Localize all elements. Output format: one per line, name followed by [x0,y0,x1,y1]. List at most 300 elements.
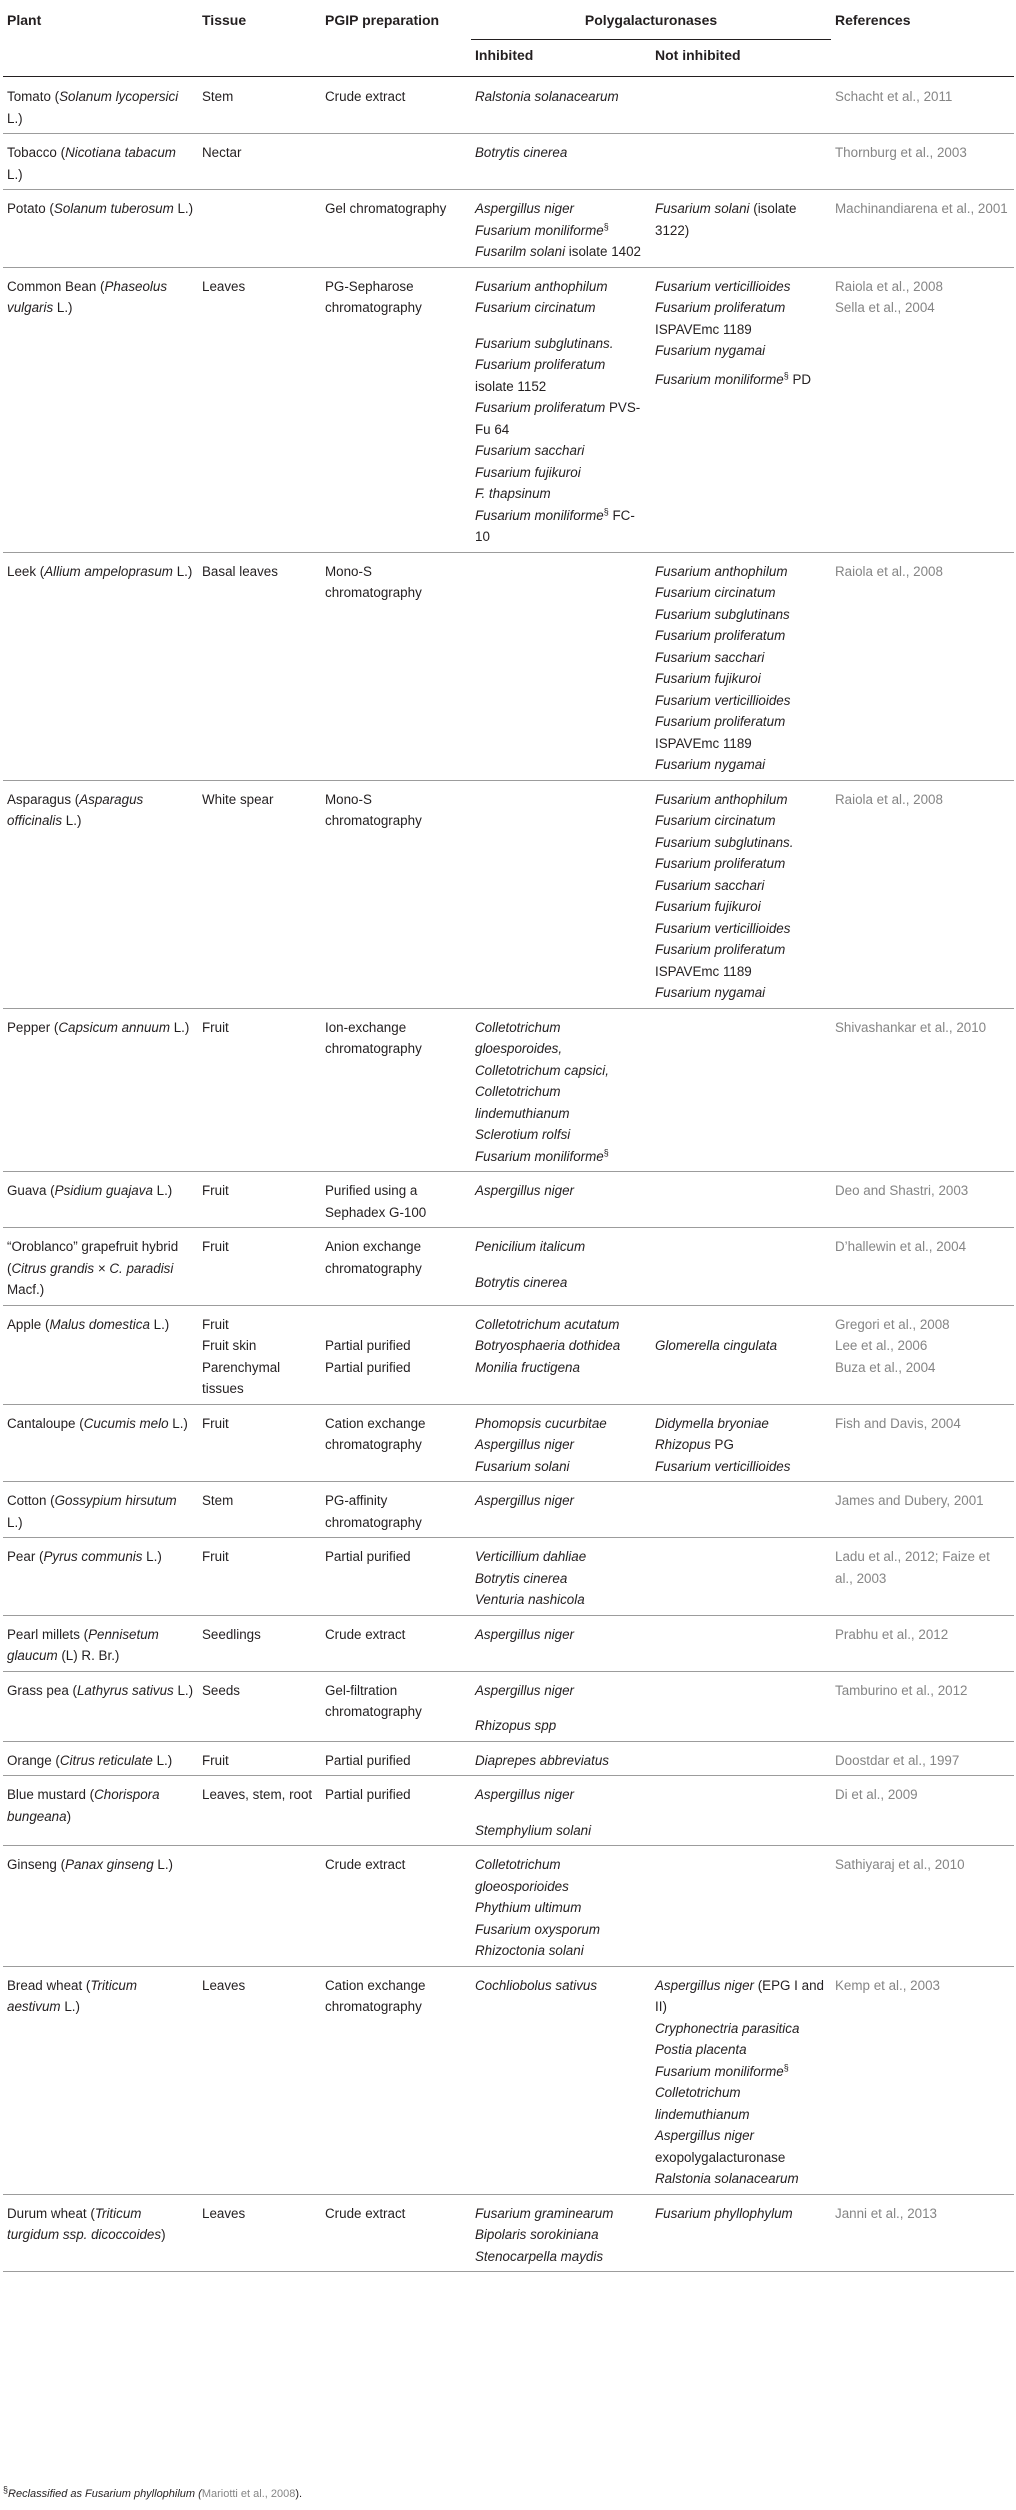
not-inhibited-cell [651,1482,831,1538]
plant-name-tail: ) [161,2227,166,2242]
header-polygalacturonases: Polygalacturonases [471,6,831,39]
not-inhibited-cell [651,1671,831,1741]
organism-entry [475,333,647,355]
preparation-item: Partial purified [325,1752,411,1768]
plant-name-tail: L.) [149,1316,170,1332]
not-inhibited-cell [651,552,831,780]
organism-entry [475,1680,647,1702]
reference-link[interactable]: Tamburino et al., 2012 [835,1682,968,1698]
organism-entry [475,1750,647,1772]
plant-name: Blue mustard ( [7,1787,95,1802]
organism-name: Botrytis cinerea [475,145,568,160]
tissue-item: Stem [202,89,234,104]
organism-entry [475,1568,647,1590]
table-row [3,1615,1014,1671]
organism-entry [475,1546,647,1568]
plant-cell [3,1538,198,1616]
tissue-cell [198,552,321,780]
plant-name: Common Bean ( [7,278,105,294]
inhibited-cell [471,1846,651,1967]
plant-scientific-name: Panax ginseng [65,1857,154,1872]
footnote-tail: ). [295,2488,303,2500]
reference-link[interactable]: Raiola et al., 2008 [835,791,943,807]
reference-link[interactable]: Fish and Davis, 2004 [835,1415,961,1431]
organism-entry [655,982,827,1004]
references-cell [831,1776,1014,1846]
table-row [3,1741,1014,1776]
inhibited-cell [471,1404,651,1482]
organism-entry [655,2039,827,2061]
plant-scientific-name: Allium ampeloprasum [44,563,173,579]
reference-link[interactable]: Janni et al., 2013 [835,2205,937,2221]
organism-entry [475,397,647,440]
inhibited-cell [471,1776,651,1846]
reference-link[interactable]: Buza et al., 2004 [835,1359,936,1375]
plant-scientific-name: Pyrus communis [43,1549,143,1564]
organism-entry [475,1975,647,1997]
reference-link[interactable]: Thornburg et al., 2003 [835,145,967,160]
not-inhibited-cell [651,1966,831,2194]
organism-entry [655,2061,827,2083]
organism-name: Stemphylium solani [475,1822,592,1838]
organism-entry [475,440,647,462]
preparation-item: PG-affinity chromatography [325,1493,422,1530]
organism-entry [475,1146,647,1168]
plant-cell [3,1846,198,1967]
tissue-item: Seeds [202,1682,240,1698]
preparation-item: Gel-filtration chromatography [325,1682,422,1719]
organism-entry [475,1413,647,1435]
reference-link[interactable]: Gregori et al., 2008 [835,1316,950,1332]
organism-name: Fusarium circinatum [655,813,776,828]
organism-entry [655,369,827,391]
plant-name-tail: L.) [152,1752,173,1768]
plant-scientific-name: Lathyrus sativus [76,1682,174,1698]
organism-name: Fusarium sacchari [475,443,585,458]
organism-entry [475,1589,647,1611]
plant-scientific-name: Solanum lycopersici [59,89,179,104]
organism-name: Fusarium moniliforme [475,222,604,238]
plant-name: Ginseng ( [7,1857,66,1872]
organism-name: Fusarium nygamai [655,757,766,772]
organism-name: Botrytis cinerea [475,1570,568,1586]
not-inhibited-cell [651,77,831,134]
organism-name: Fusarium proliferatum [655,856,786,871]
table-row [3,1538,1014,1616]
plant-name-tail: L.) [7,166,23,182]
organism-entry [655,918,827,940]
not-inhibited-cell [651,1741,831,1776]
inhibited-cell [471,1741,651,1776]
table-row [3,1776,1014,1846]
preparation-cell [321,77,471,134]
organism-entry [475,1124,647,1146]
organism-name: Rhizopus spp [475,1718,557,1733]
table-footnote [3,2484,303,2500]
references-cell [831,1741,1014,1776]
organism-name: Fusarium subglutinans [655,606,790,622]
organism-name: Fusarium proliferatum [655,942,786,957]
references-cell [831,190,1014,268]
references-cell [831,780,1014,1008]
organism-entry [655,340,827,362]
reference-link[interactable]: D’hallewin et al., 2004 [835,1239,967,1254]
organism-name: Fusarium moniliforme [655,371,784,387]
preparation-item: Partial purified [325,1359,411,1375]
reclassified-mark: § [603,1147,609,1158]
plant-name-tail: L.) [62,813,82,828]
table-row [3,1228,1014,1306]
references-cell [831,1404,1014,1482]
plant-cell [3,552,198,780]
references-cell [831,1482,1014,1538]
tissue-item: Leaves [202,2205,246,2221]
organism-name: Fusarium anthophilum [655,563,788,579]
tissue-item: Stem [202,1493,234,1508]
organism-detail: ISPAVEmc 1189 [655,735,752,751]
plant-name-tail: L.) [173,1682,194,1698]
tissue-cell [198,1538,321,1616]
organism-entry [475,1272,647,1294]
not-inhibited-cell [651,2194,831,2272]
tissue-cell [198,134,321,190]
inhibited-cell [471,134,651,190]
preparation-cell [321,267,471,552]
inhibited-cell [471,1966,651,2194]
reference-link[interactable]: Sathiyaraj et al., 2010 [835,1857,965,1872]
plant-name: Tobacco ( [7,145,66,160]
table-row [3,1404,1014,1482]
references-cell [831,1305,1014,1404]
plant-scientific-name: Gossypium hirsutum [54,1493,177,1508]
organism-name: Glomerella cingulata [655,1338,778,1353]
preparation-item: Gel chromatography [325,201,447,216]
organism-name: Ralstonia solanacearum [655,2171,799,2186]
plant-cell [3,1172,198,1228]
organism-name: Botryosphaeria dothidea [475,1338,621,1353]
header-plant: Plant [3,6,198,77]
organism-entry [655,297,827,340]
organism-entry [475,505,647,548]
not-inhibited-cell [651,1846,831,1967]
preparation-cell [321,1538,471,1616]
plant-scientific-name: Triticum aestivum [7,1977,137,2014]
organism-name: Colletotrichum gloeosporioides [475,1857,569,1894]
inhibited-cell [471,1228,651,1306]
organism-name: Fusarium oxysporum [475,1921,601,1937]
organism-name: Aspergillus niger [475,1787,574,1802]
organism-name: Aspergillus niger [475,1183,574,1198]
table-row [3,1671,1014,1741]
organism-name: Fusarium proliferatum [655,628,786,643]
organism-entry [475,1357,647,1379]
plant-name: Tomato ( [7,89,60,104]
organism-name: Fusarium moniliforme [655,2063,784,2079]
plant-name: Guava ( [7,1183,55,1198]
organism-name: Fusarium proliferatum [475,357,606,372]
reclassified-mark: § [783,370,789,381]
tissue-cell [198,1776,321,1846]
organism-name: Colletotrichum lindemuthianum [475,1084,570,1121]
tissue-cell [198,1404,321,1482]
plant-cell [3,1228,198,1306]
tissue-cell [198,1671,321,1741]
tissue-item: Fruit [202,1415,229,1431]
preparation-item: Crude extract [325,89,406,104]
reference-link[interactable]: Di et al., 2009 [835,1787,918,1802]
preparation-cell [321,190,471,268]
organism-name: Aspergillus niger [655,2128,754,2143]
preparation-item: Cation exchange chromatography [325,1977,426,2014]
reference-link[interactable]: James and Dubery, 2001 [835,1493,984,1508]
organism-entry [475,1335,647,1357]
preparation-cell [321,1671,471,1741]
header-not-inhibited: Not inhibited [651,39,831,77]
reference-link[interactable]: Kemp et al., 2003 [835,1977,940,1993]
plant-name-tail: L.) [168,1415,188,1431]
reference-link[interactable]: Schacht et al., 2011 [835,89,953,104]
organism-detail: isolate 1152 [475,378,547,394]
preparation-item: PG-Sepharose chromatography [325,278,422,315]
organism-name: Fusarium phyllophylum [655,2205,793,2221]
organism-entry [475,1624,647,1646]
plant-name-tail: L.) [7,110,23,126]
preparation-cell [321,1615,471,1671]
inhibited-cell [471,1172,651,1228]
organism-entry [475,483,647,505]
not-inhibited-cell [651,267,831,552]
references-cell [831,1538,1014,1616]
plant-cell [3,1404,198,1482]
not-inhibited-cell [651,1404,831,1482]
reference-link[interactable]: Doostdar et al., 1997 [835,1752,960,1768]
reference-link[interactable]: Deo and Shastri, 2003 [835,1183,969,1198]
inhibited-cell [471,1615,651,1671]
references-cell [831,2194,1014,2272]
organism-name: Fusarilm solani [475,244,566,259]
tissue-cell [198,1305,321,1404]
tissue-cell [198,1741,321,1776]
organism-entry [655,2168,827,2190]
organism-name: Fusarium graminearum [475,2205,614,2221]
preparation-cell [321,1966,471,2194]
plant-name-tail: L.) [60,1999,80,2014]
organism-name: Colletotrichum gloesporoides, [475,1019,563,1056]
organism-entry [475,220,647,242]
preparation-cell [321,2194,471,2272]
inhibited-cell [471,190,651,268]
organism-name: Sclerotium rolfsi [475,1127,571,1142]
organism-entry [475,2224,647,2246]
organism-entry [475,241,647,263]
reference-link[interactable]: Raiola et al., 2008 [835,563,943,579]
plant-name-tail: L.) [152,1183,173,1198]
tissue-cell [198,1008,321,1172]
organism-entry [475,86,647,108]
organism-name: Verticillium dahliae [475,1549,587,1564]
tissue-cell [198,1966,321,2194]
organism-name: Bipolaris sorokiniana [475,2227,599,2242]
plant-name-tail: L.) [142,1549,162,1564]
organism-entry [475,1081,647,1124]
references-cell [831,1846,1014,1967]
organism-entry [475,2203,647,2225]
organism-name: Fusarium proliferatum [655,300,786,315]
reference-link[interactable]: Raiola et al., 2008 [835,278,943,294]
organism-entry [655,668,827,690]
table-row [3,2194,1014,2272]
plant-name-tail: Macf.) [7,1282,45,1297]
plant-name: Asparagus ( [7,791,80,807]
organism-name: Fusarium subglutinans. [475,335,614,351]
plant-cell [3,2194,198,2272]
organism-entry [655,1434,827,1456]
organism-name: Aspergillus niger [475,1682,574,1698]
preparation-item: Mono-S chromatography [325,791,422,828]
organism-name: Fusarium sacchari [655,877,765,893]
preparation-item: Crude extract [325,2205,406,2221]
organism-name: Fusarium circinatum [655,585,776,600]
organism-entry [655,2203,827,2225]
plant-cell [3,1741,198,1776]
inhibited-cell [471,77,651,134]
preparation-item: Purified using a Sephadex G-100 [325,1183,427,1220]
organism-name: Fusarium sacchari [655,649,765,665]
preparation-cell [321,1741,471,1776]
reference-link[interactable]: Sella et al., 2004 [835,300,935,315]
reference-link[interactable]: Shivashankar et al., 2010 [835,1019,987,1035]
references-cell [831,1172,1014,1228]
tissue-cell [198,1482,321,1538]
reference-link[interactable]: Prabhu et al., 2012 [835,1626,949,1642]
organism-entry [655,810,827,832]
table-row [3,77,1014,134]
tissue-cell [198,1172,321,1228]
reference-link[interactable]: Ladu et al., 2012; Faize et al., 2003 [835,1549,990,1586]
header-inhibited: Inhibited [471,39,651,77]
preparation-item: Crude extract [325,1626,406,1642]
organism-name: Venturia nashicola [475,1592,585,1607]
plant-scientific-name: Citrus grandis × C. paradisi [11,1260,174,1276]
organism-entry [475,1236,647,1258]
plant-name: Grass pea ( [7,1682,77,1698]
organism-entry [655,711,827,754]
tissue-item: Basal leaves [202,563,278,579]
reclassified-mark: § [783,2062,789,2073]
tissue-cell [198,2194,321,2272]
organism-name: Fusarium solani [655,201,750,216]
table-row [3,1008,1014,1172]
organism-name: Phythium ultimum [475,1900,582,1915]
organism-name: Fusarium fujikuroi [655,899,761,914]
organism-name: Phomopsis cucurbitae [475,1415,607,1431]
organism-entry [475,1180,647,1202]
organism-entry [475,297,647,319]
tissue-cell [198,267,321,552]
organism-entry [655,754,827,776]
preparation-cell [321,1404,471,1482]
organism-name: Cryphonectria parasitica [655,2020,800,2036]
tissue-item: Leaves [202,278,246,294]
organism-detail: exopolygalacturonase [655,2149,786,2165]
not-inhibited-cell [651,1538,831,1616]
organism-entry [655,939,827,982]
table-row [3,780,1014,1008]
organism-entry [475,1434,647,1456]
organism-name: Fusarium moniliforme [475,1148,604,1164]
preparation-cell [321,1228,471,1306]
plant-name-tail: L.) [173,201,194,216]
organism-name: Fusarium proliferatum [655,714,786,729]
organism-entry [655,789,827,811]
organism-name: Fusarium proliferatum [475,400,606,415]
organism-name: Aspergillus niger [475,1437,574,1452]
not-inhibited-cell [651,134,831,190]
organism-detail: (EPG I and II) [655,1977,824,2014]
organism-detail: isolate 1402 [565,244,641,259]
plant-name: Apple ( [7,1316,50,1332]
organism-name: Colletotrichum lindemuthianum [655,2085,750,2122]
organism-entry [655,647,827,669]
plant-name-tail: L.) [170,1019,190,1035]
plant-scientific-name: Nicotiana tabacum [65,145,176,160]
organism-name: Fusarium verticillioides [655,692,791,708]
reference-link[interactable]: Lee et al., 2006 [835,1338,928,1353]
tissue-item: Fruit skin [202,1338,257,1353]
organism-entry [475,1897,647,1919]
table-body [3,77,1014,2272]
table-row [3,267,1014,552]
organism-entry [655,561,827,583]
organism-name: Ralstonia solanacearum [475,89,619,104]
organism-entry [655,1413,827,1435]
inhibited-cell [471,1538,651,1616]
preparation-item: Crude extract [325,1857,406,1872]
tissue-item: Nectar [202,145,242,160]
inhibited-cell [471,1671,651,1741]
header-pgip-preparation: PGIP preparation [321,6,471,77]
organism-entry [655,832,827,854]
not-inhibited-cell [651,1776,831,1846]
organism-entry [655,896,827,918]
tissue-item: Fruit [202,1019,229,1035]
organism-detail: PG [710,1437,734,1452]
inhibited-cell [471,552,651,780]
table-row [3,1966,1014,2194]
organism-entry [655,875,827,897]
organism-name: Aspergillus niger [475,1626,574,1642]
reference-link[interactable]: Machinandiarena et al., 2001 [835,201,1008,216]
not-inhibited-cell [651,1228,831,1306]
footnote-reference[interactable]: Mariotti et al., 2008 [201,2488,296,2500]
not-inhibited-cell [651,1615,831,1671]
references-cell [831,1228,1014,1306]
organism-detail: (isolate 3122) [655,201,797,238]
plant-name-tail: L.) [172,563,193,579]
inhibited-cell [471,1008,651,1172]
plant-name: “Oroblanco” grapefruit hybrid ( [7,1239,179,1276]
plant-cell [3,1008,198,1172]
tissue-item: Fruit [202,1239,229,1254]
references-cell [831,552,1014,780]
footnote-text: Reclassified as Fusarium phyllophilum ( [8,2488,202,2500]
organism-entry [475,1060,647,1082]
preparation-cell [321,1008,471,1172]
organism-detail: PVS-Fu 64 [475,400,641,437]
organism-entry [475,2246,647,2268]
tissue-item: Seedlings [202,1626,261,1642]
organism-name: Didymella bryoniae [655,1415,769,1431]
